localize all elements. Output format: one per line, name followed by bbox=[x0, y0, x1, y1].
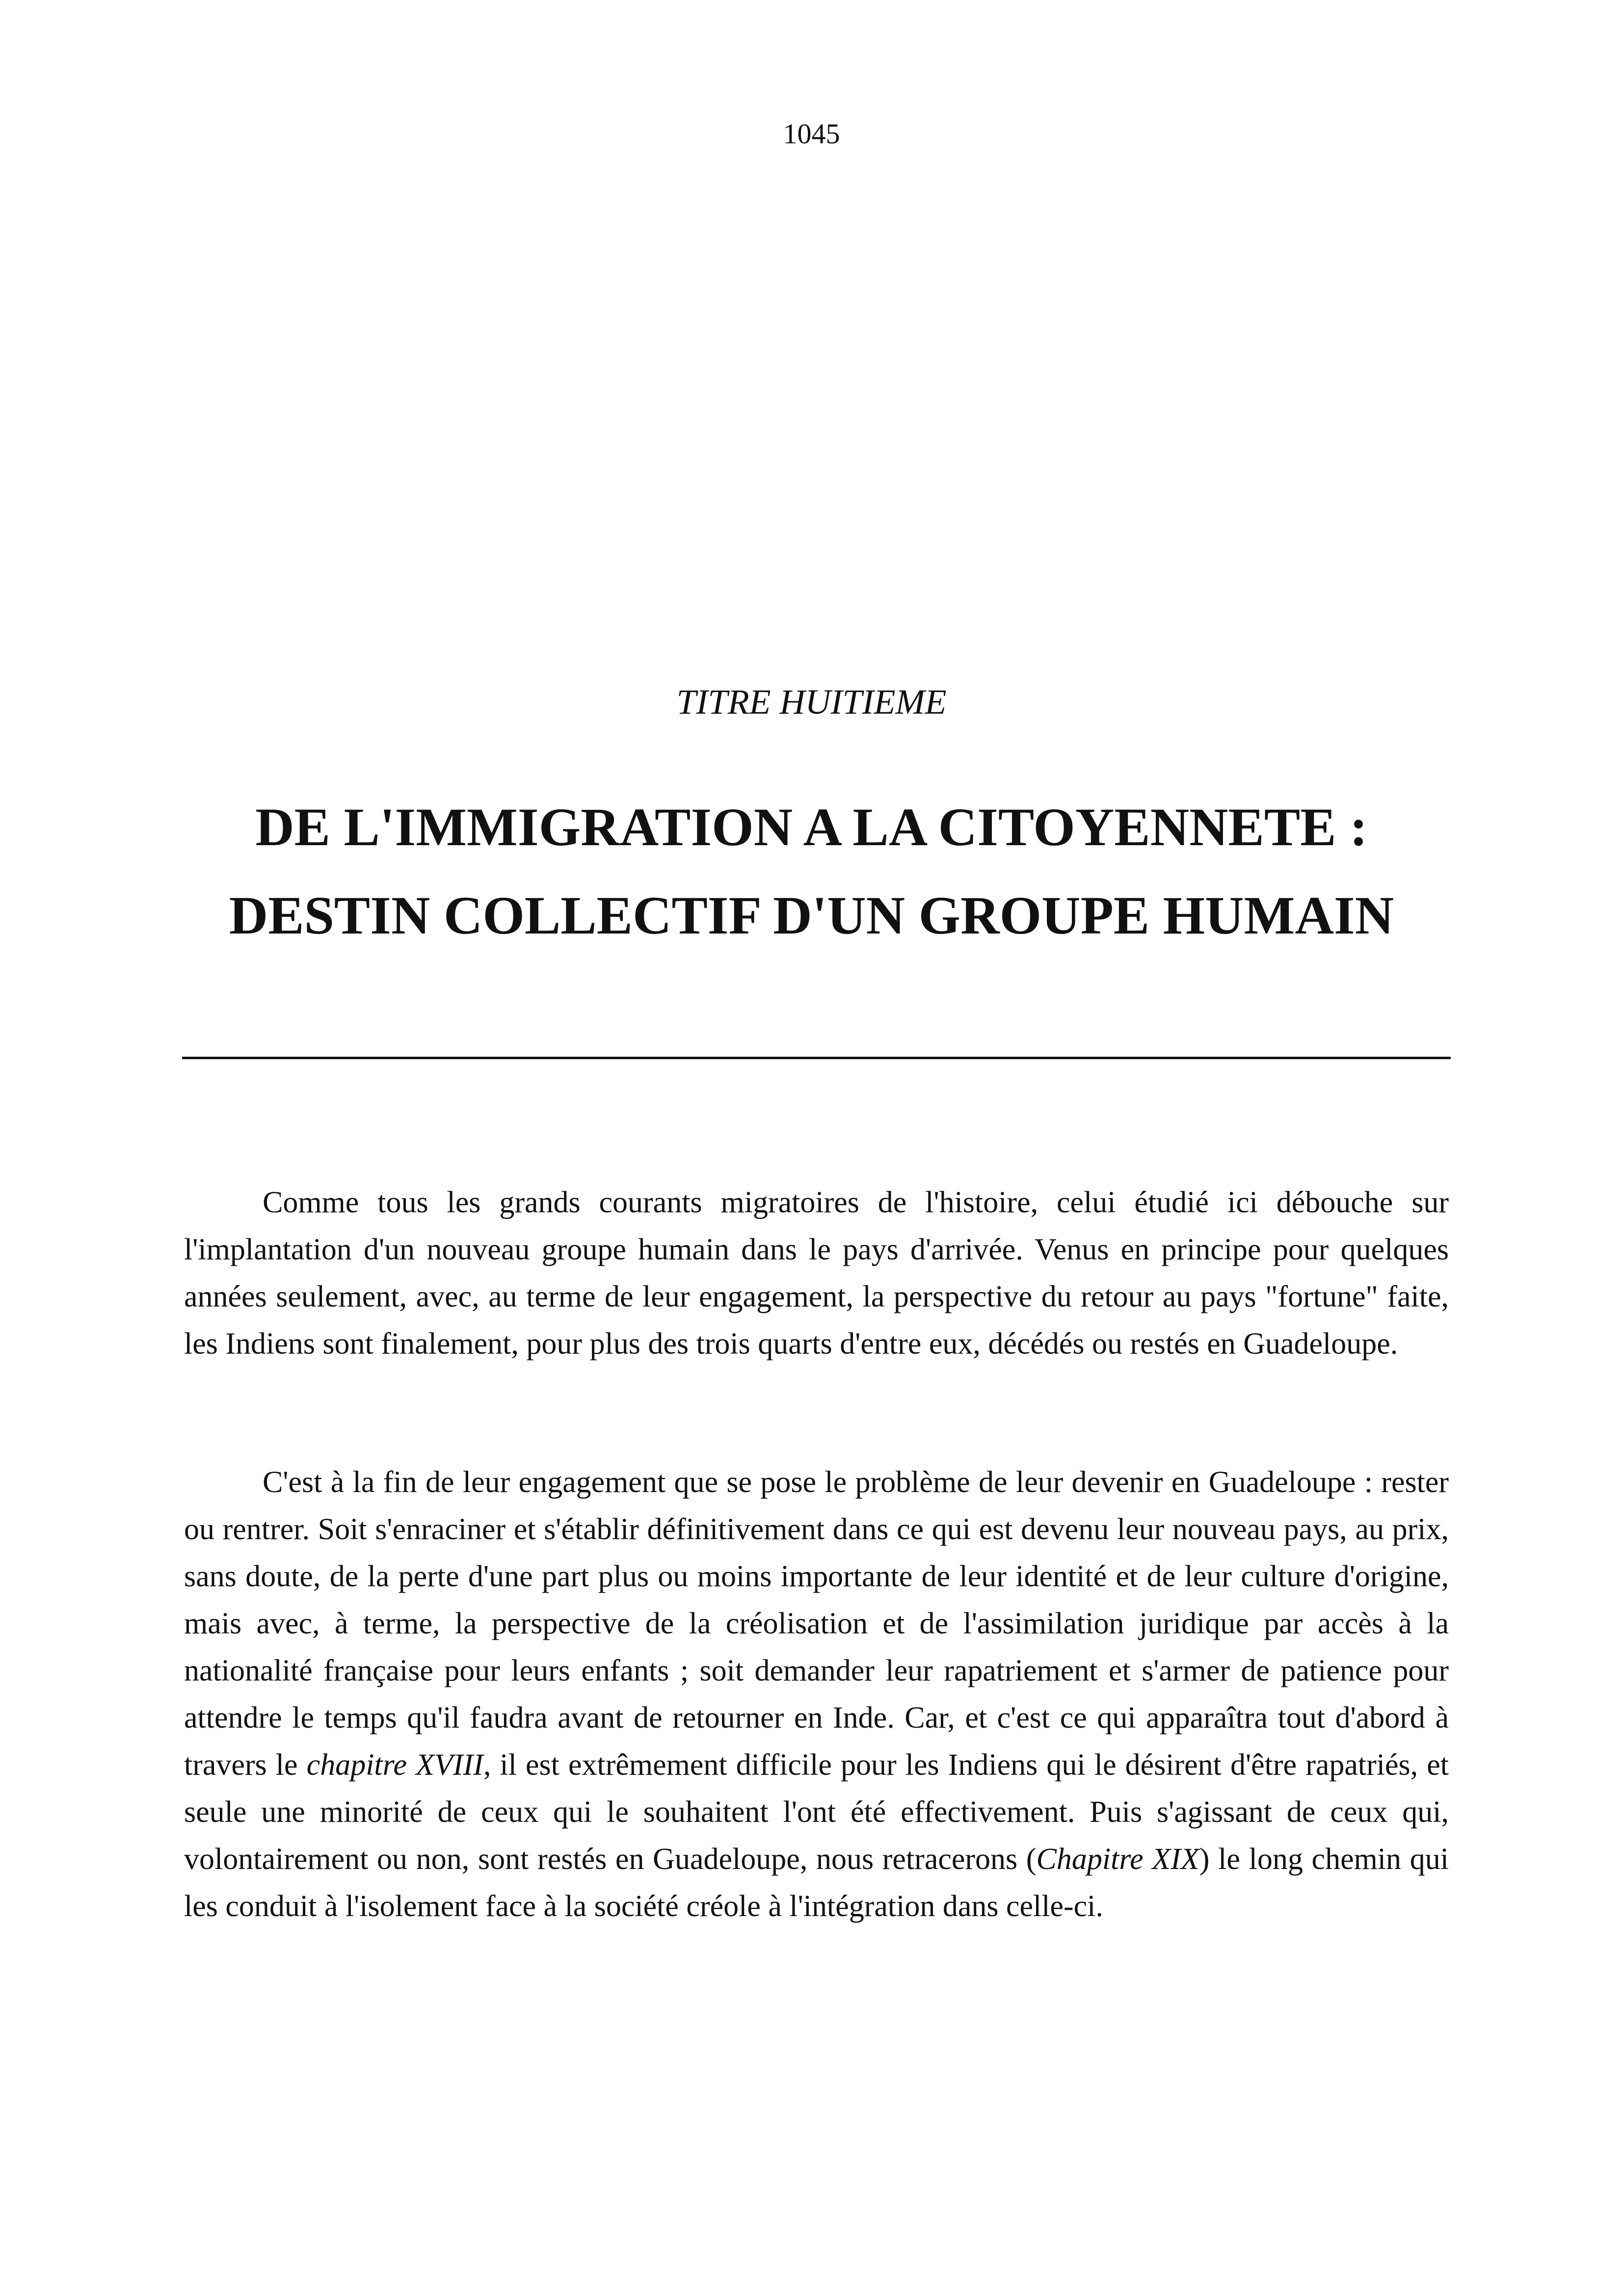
main-title bbox=[98, 783, 1525, 960]
title-divider bbox=[182, 1057, 1451, 1059]
main-title-line-2: DESTIN COLLECTIF D'UN GROUPE HUMAIN bbox=[229, 885, 1394, 945]
paragraph-1-text: Comme tous les grands courants migratoires de l'histoire, celui étudié ici débouche sur l'implantation d'un nouveau groupe humain dans le pays d'arrivée. Venus en principe pour quelques années seulement, avec, au terme de leur engagement, la perspective du retour au pays "fortune" faite, les Indiens sont finalement, pour plus des trois quarts d'entre eux, décédés ou restés en Guadeloupe. bbox=[184, 1186, 1449, 1361]
paragraph-2-text-c: ) le long chemin qui les conduit à l'isolement face à la société créole à l'intégration dans celle-ci. bbox=[184, 1842, 1449, 1923]
paragraph-2-text-b: , il est extrêmement difficile pour les Indiens qui le désirent d'être rapatriés, et seule une minorité de ceux qui le souhaitent l'ont été effectivement. Puis s'agissant de ceux qui, volontairement ou non, sont restés en Guadeloupe, nous retracerons ( bbox=[184, 1748, 1449, 1876]
chapter-reference-xviii: chapitre XVIII bbox=[306, 1748, 483, 1782]
main-title-line-1: DE L'IMMIGRATION A LA CITOYENNETE : bbox=[255, 797, 1368, 857]
body-paragraph-1 bbox=[184, 1179, 1449, 1367]
page-number: 1045 bbox=[783, 118, 840, 150]
paragraph-2-text-a: C'est à la fin de leur engagement que se pose le problème de leur devenir en Guadeloupe : rester ou rentrer. Soit s'enraciner et s'établir définitivement dans ce qui est devenu leur nouveau pays, au prix, sans doute, de la perte d'une part plus ou moins importante de leur identité et de leur culture d'origine, mais avec, à terme, la perspective de la créolisation et de l'assimilation juridique par accès à la nationalité française pour leurs enfants ; soit demander leur rapatriement et s'armer de patience pour attendre le temps qu'il faudra avant de retourner en Inde. Car, et c'est ce qui apparaîtra tout d'abord à travers le bbox=[184, 1466, 1449, 1782]
body-paragraph-2 bbox=[184, 1459, 1449, 1930]
chapter-reference-xix: Chapitre XIX bbox=[1036, 1842, 1199, 1876]
part-label: TITRE HUITIEME bbox=[676, 682, 947, 721]
